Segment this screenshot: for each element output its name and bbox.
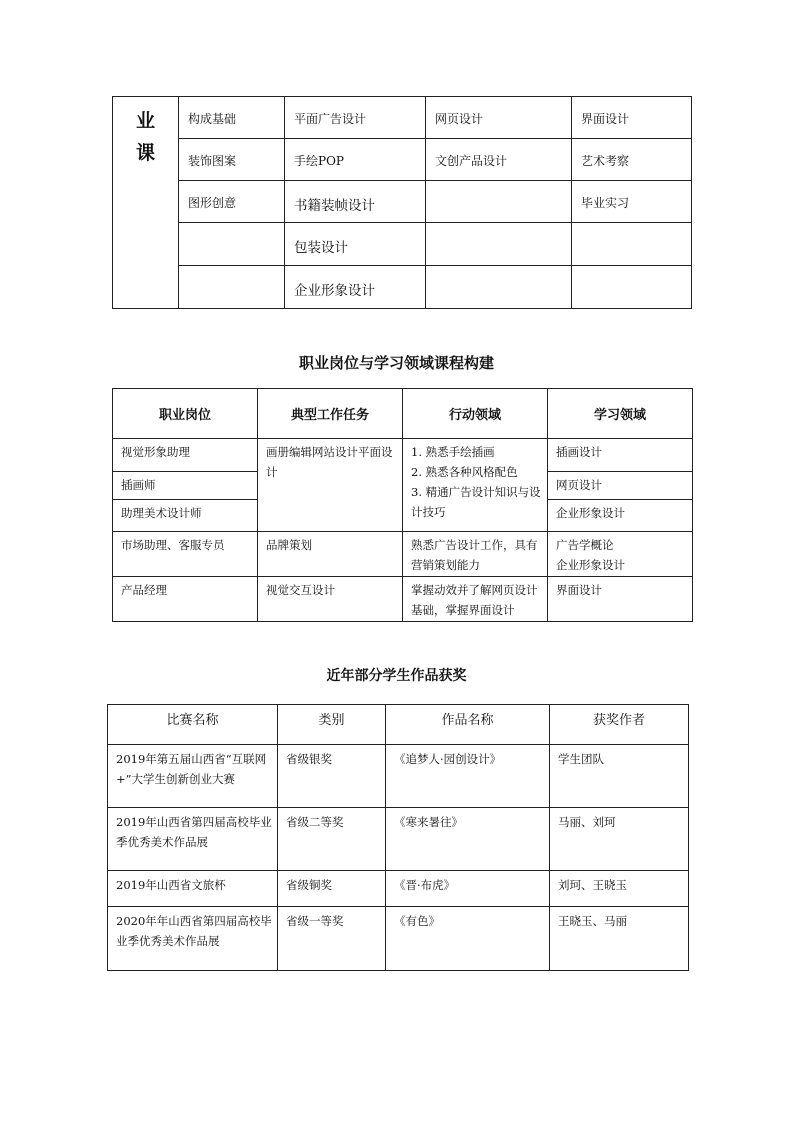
career-header: 职业岗位: [113, 389, 258, 439]
career-action: 掌握动效并了解网页设计基础，掌握界面设计: [403, 577, 548, 622]
course-cell: 书籍装帧设计: [285, 181, 426, 223]
award-competition: 2019年山西省第四届高校毕业季优秀美术作品展: [108, 808, 278, 871]
course-cell: 手绘POP: [285, 139, 426, 181]
course-cell: [179, 266, 285, 309]
career-position: 产品经理: [113, 577, 258, 622]
career-field: 界面设计: [548, 577, 693, 622]
award-work: 《追梦人·园创设计》: [386, 745, 550, 808]
side-char-2: 课: [135, 142, 155, 164]
career-header: 行动领域: [403, 389, 548, 439]
award-author: 刘珂、王晓玉: [550, 871, 689, 907]
action-item: 2. 熟悉各种风格配色: [411, 465, 518, 479]
career-section-title: 职业岗位与学习领域课程构建: [298, 354, 494, 372]
career-actions: [403, 439, 548, 532]
career-fields: [548, 532, 693, 577]
career-header: 学习领域: [548, 389, 693, 439]
course-cell: [179, 223, 285, 266]
career-task: 视觉交互设计: [258, 577, 403, 622]
career-field: 插画设计: [548, 439, 693, 472]
course-cell: 界面设计: [572, 97, 692, 139]
award-author: 王晓玉、马丽: [550, 907, 689, 971]
career-position: 插画师: [113, 472, 258, 500]
awards-header: 作品名称: [386, 705, 550, 745]
career-position: 视觉形象助理: [113, 439, 258, 472]
course-cell: [426, 266, 572, 309]
award-category: 省级铜奖: [278, 871, 386, 907]
career-field: 企业形象设计: [556, 558, 625, 572]
course-cell: 构成基础: [179, 97, 285, 139]
career-task: 画册编辑网站设计平面设计: [258, 439, 403, 532]
awards-header: 比赛名称: [108, 705, 278, 745]
course-table: [112, 96, 692, 309]
action-item: 3. 精通广告设计知识与设计技巧: [411, 485, 541, 519]
career-field: 广告学概论: [556, 538, 614, 552]
course-cell: 文创产品设计: [426, 139, 572, 181]
awards-header: 类别: [278, 705, 386, 745]
career-action: 熟悉广告设计工作，具有营销策划能力: [403, 532, 548, 577]
course-cell: 艺术考察: [572, 139, 692, 181]
career-position: 助理美术设计师: [113, 500, 258, 532]
course-cell: 包装设计: [285, 223, 426, 266]
course-cell: [572, 266, 692, 309]
award-work: 《有色》: [386, 907, 550, 971]
career-field: 网页设计: [548, 472, 693, 500]
career-table: [112, 388, 693, 622]
course-cell: 平面广告设计: [285, 97, 426, 139]
career-task: 品牌策划: [258, 532, 403, 577]
course-cell: 图形创意: [179, 181, 285, 223]
career-position: 市场助理、客服专员: [113, 532, 258, 577]
course-cell: 企业形象设计: [285, 266, 426, 309]
award-work: 《寒来暑往》: [386, 808, 550, 871]
side-char-1: 业: [135, 110, 155, 132]
action-item: 1. 熟悉手绘插画: [411, 445, 495, 459]
course-cell: [572, 223, 692, 266]
course-cell: 装饰图案: [179, 139, 285, 181]
course-cell: [426, 181, 572, 223]
award-competition: 2019年第五届山西省“互联网+”大学生创新创业大赛: [108, 745, 278, 808]
award-category: 省级二等奖: [278, 808, 386, 871]
awards-table: [107, 704, 689, 971]
course-side-label: [113, 97, 179, 309]
career-field: 企业形象设计: [548, 500, 693, 532]
course-cell: [426, 223, 572, 266]
career-header: 典型工作任务: [258, 389, 403, 439]
award-competition: 2020年年山西省第四届高校毕业季优秀美术作品展: [108, 907, 278, 971]
award-competition: 2019年山西省文旅杯: [108, 871, 278, 907]
award-author: 马丽、刘珂: [550, 808, 689, 871]
awards-header: 获奖作者: [550, 705, 689, 745]
award-category: 省级银奖: [278, 745, 386, 808]
award-category: 省级一等奖: [278, 907, 386, 971]
award-author: 学生团队: [550, 745, 689, 808]
awards-section-title: 近年部分学生作品获奖: [326, 668, 467, 684]
course-cell: 毕业实习: [572, 181, 692, 223]
award-work: 《晋·布虎》: [386, 871, 550, 907]
course-cell: 网页设计: [426, 97, 572, 139]
